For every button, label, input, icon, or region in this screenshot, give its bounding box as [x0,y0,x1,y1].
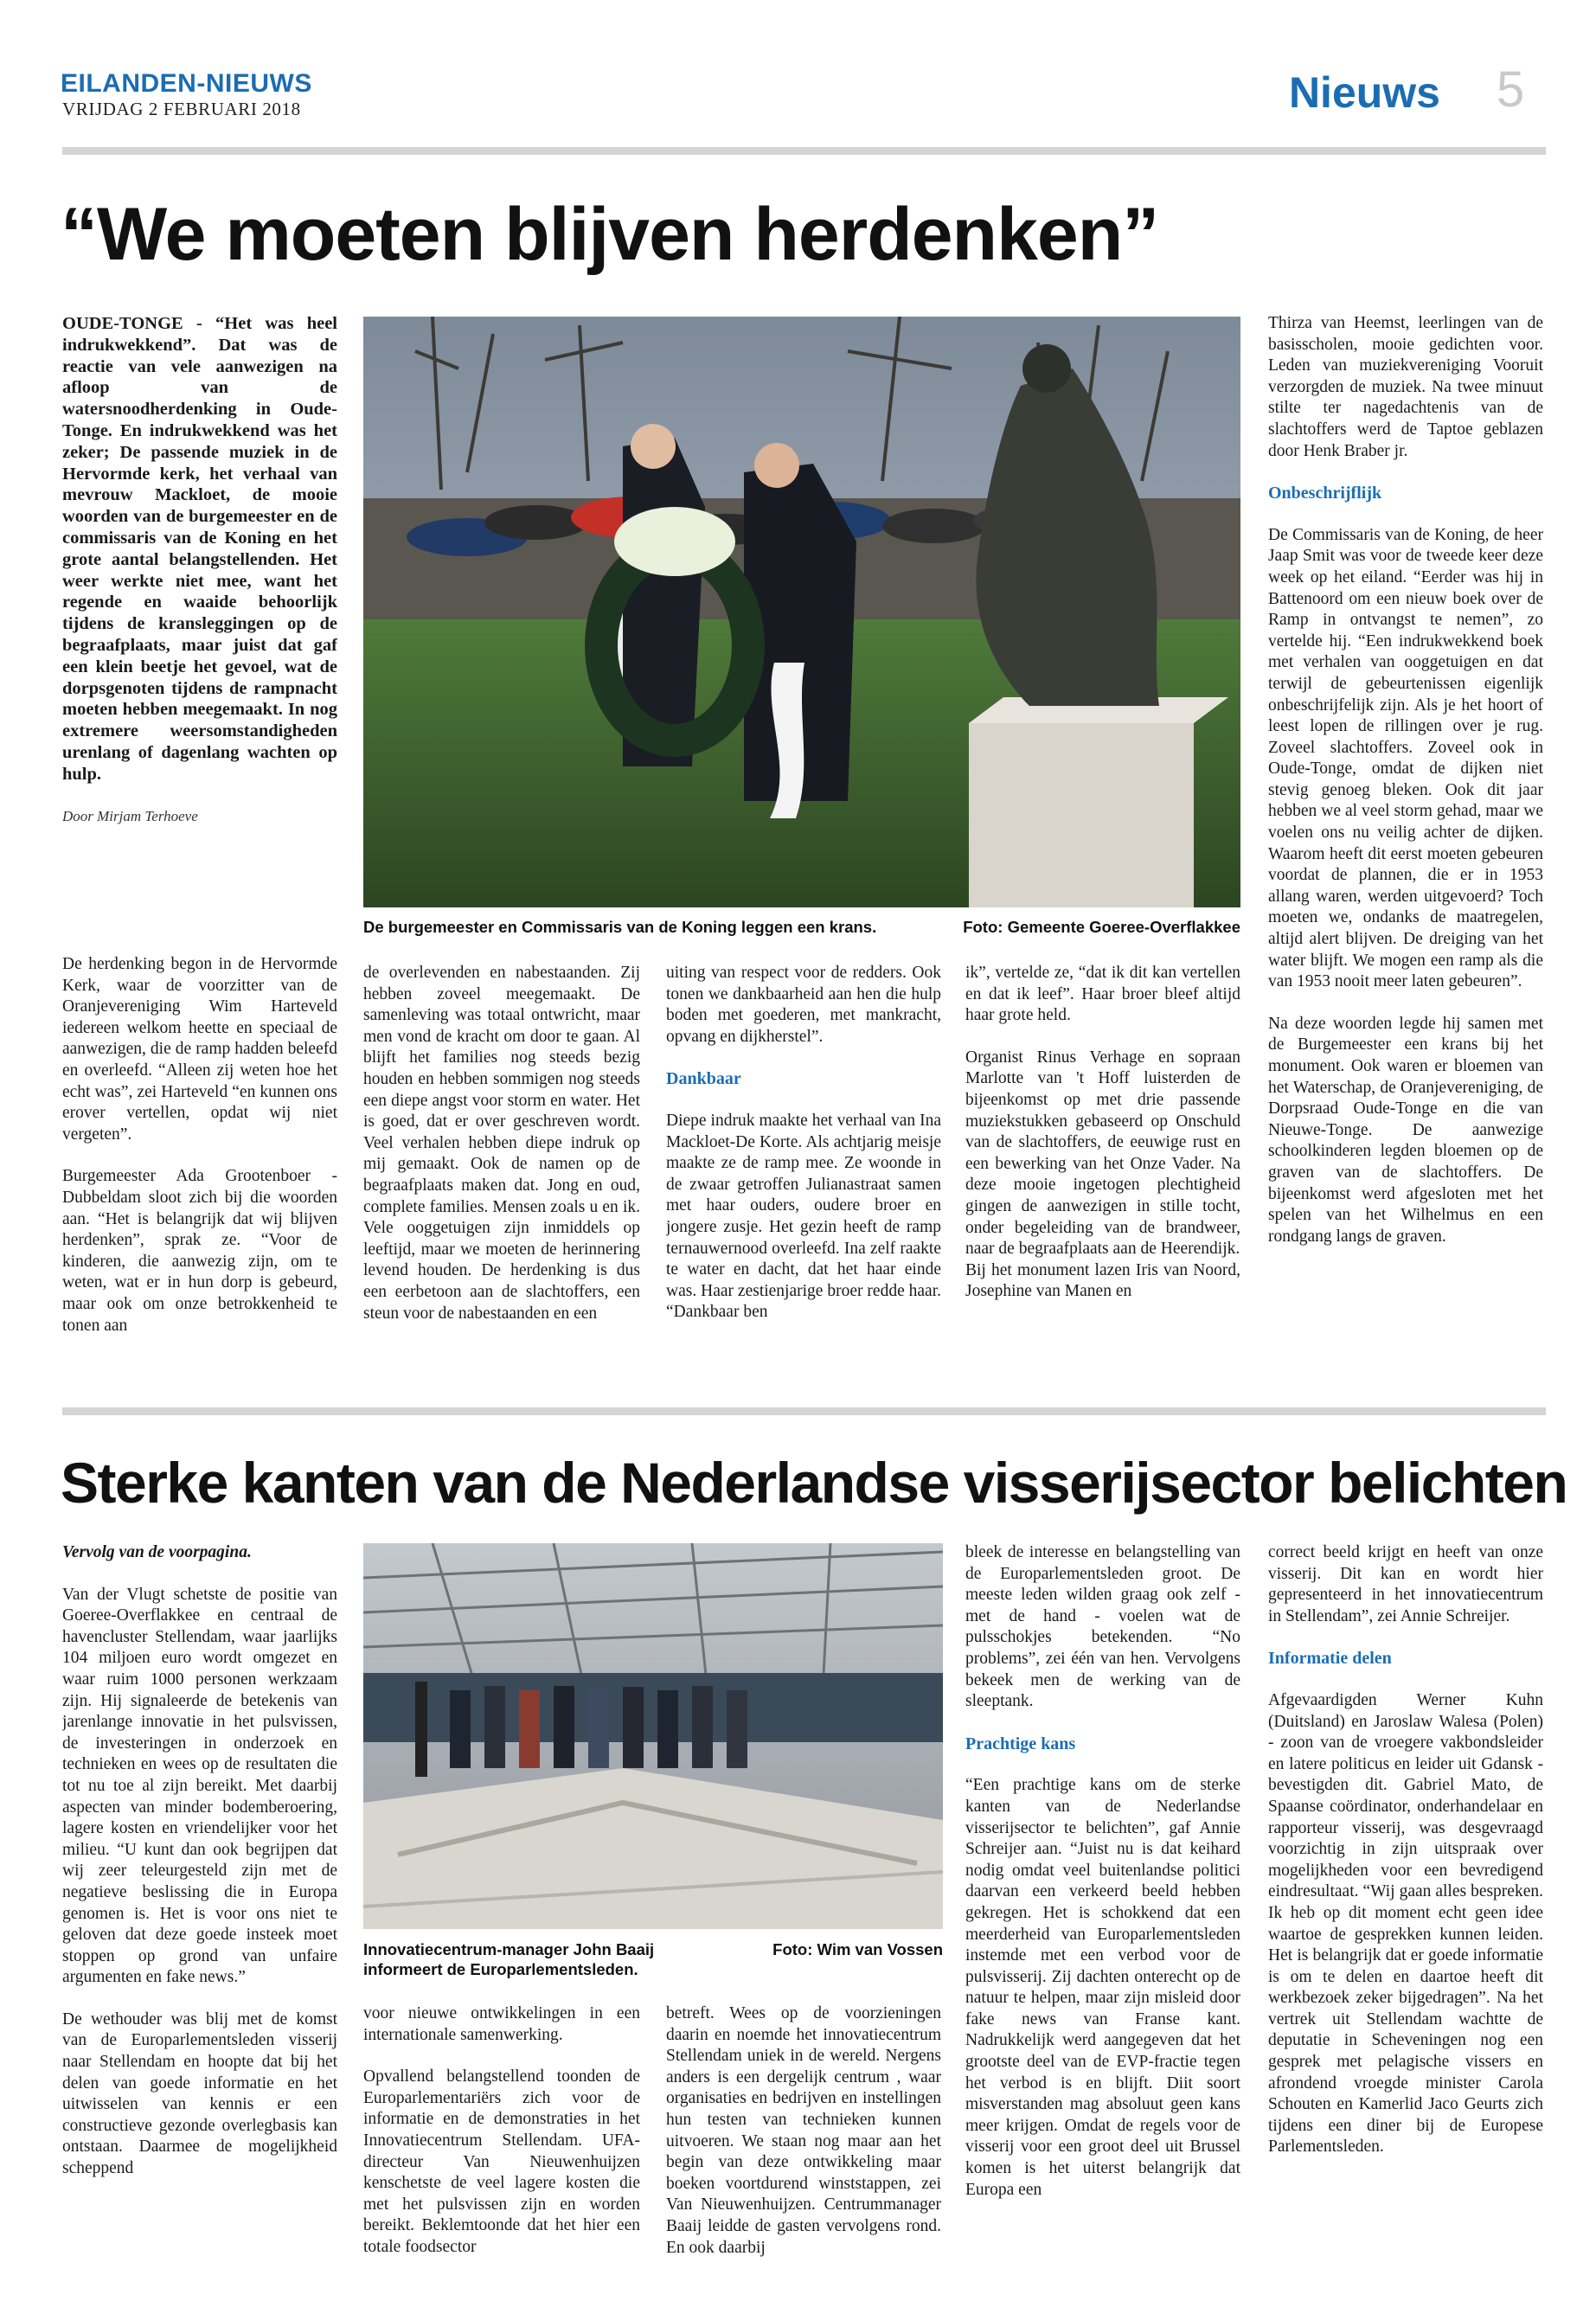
article1-byline: Door Mirjam Terhoeve [62,807,198,824]
section-label: Nieuws [1288,68,1440,117]
paragraph: Thirza van Heemst, leerlingen van de basisscholen, mooie gedichten voor. Leden van muziekvereniging Vooruit verzorgden de muziek. Na twee minuut stilte ter nagedachtenis van de slachtoffers werd de Taptoe geblazen door Henk Braber jr. [1268,314,1543,460]
article1-column-5 [1268,313,1543,1373]
article2-column-1 [62,1542,337,2278]
paragraph: Diepe indruk maakte het verhaal van Ina Mackloet-De Korte. Als achtjarig meisje maakte ze de ramp mee. Ze woonde in de zwaar getroffen Julianastraat samen met haar ouders, oudere broer en jongere zusje. Het gezin heeft de ramp ternauwernood overleefd. Ina zelf raakte te water en dacht, dat het haar einde was. Haar zestienjarige broer redde haar. “Dankbaar ben [666,1111,941,1322]
paragraph: uiting van respect voor de redders. Ook tonen we dankbaarheid aan hen die hulp boden met goederen, met mankracht, opvang en dijkherstel”. [666,964,941,1046]
subhead-prachtige-kans: Prachtige kans [965,1734,1076,1753]
paragraph: De wethouder was blij met de komst van de Europarlementsleden visserij naar Stellendam en hoopte dat bij het delen van goede informatie en het uitwisselen van kennis er een constructieve gezonde overlegbasis kan ontstaan. Daarmee de mogelijkheid scheppend [62,2009,337,2178]
article1-column-1 [62,954,337,1369]
page-number: 5 [1497,61,1525,118]
paragraph: ik”, vertelde ze, “dat ik dit kan vertellen en dat ik leef”. Haar broer bleef altijd haar grote held. [965,964,1240,1025]
article2-headline: Sterke kanten van de Nederlandse visserijsector belichten [61,1451,1567,1515]
paragraph: “Een prachtige kans om de sterke kanten van de Nederlandse visserijsector te belichten”, gaf Annie Schreijer aan. “Juist nu is dat keihard nodig omdat veel buitenlandse politici daarvan een verkeerd beeld hebben gekregen. Het is schokkend dat een meerderheid van Europarlementsleden instemde met een verbod voor de pulsvisserij. Zij dachten onterecht op de natuur te helpen, maar zijn misleid door fake news van Franse kant. Nadrukkelijk werd aangegeven dat het grootste deel van de EVP-fractie tegen het verbod is en blijft. Diit soort misverstanden mag absoluut geen kans meer krijgen. Omdat de regels voor de visserij voor een groot deel uit Brussel komen is het uiterst belangrijk dat Europa een [965,1776,1240,2199]
paragraph: betreft. Wees op de voorzieningen daarin en noemde het innovatiecentrum Stellendam uniek in de wereld. Nergens anders is een dergelijk centrum , waar organisaties en bedrijven en instellingen hun testen van technieken kunnen uitvoeren. We staan nog maar aan het begin van deze ontwikkeling maar boeken voortdurend winststappen, zei Van Nieuwenhuijzen. Centrummanager Baaij leidde de gasten vervolgens rond. En ook daarbij [666,2004,941,2257]
issue-date: VRIJDAG 2 FEBRUARI 2018 [62,99,301,119]
subhead-dankbaar: Dankbaar [666,1069,741,1089]
subhead-onbeschrijflijk: Onbeschrijflijk [1268,484,1382,503]
paragraph: de overlevenden en nabestaanden. Zij hebben zoveel meegemaakt. De samenleving was totaal ontwricht, maar men vond de kracht om door te gaan. Al blijft het families nog steeds bezig houden en hebben sommigen nog steeds een diepe angst voor storm en water. Het is goed, dat er over geschreven wordt. Veel verhalen hebben diepe indruk op mij gemaakt. Ook de namen op de begraafplaats maken dat. Jong en oud, complete families. Mensen zoals u en ik. Vele ooggetuigen zijn inmiddels op leeftijd, maar we moeten de herinnering levend houden. De herdenking is dus een eerbetoon aan de slachtoffers, een steun voor de nabestaanden en een [363,964,640,1323]
article2-photo-credit: Foto: Wim van Vossen [772,1940,943,1958]
article2-photo [363,1543,943,1929]
article2-column-4 [965,1542,1240,2278]
article1-photo-caption: De burgemeester en Commissaris van de Koning leggen een krans. [363,918,877,936]
paragraph: De herdenking begon in de Hervormde Kerk, waar de voorzitter van de Oranjevereniging Wim Harteveld iedereen welkom heette en speciaal de aanwezigen, die de ramp hadden beleefd en overleefd. “Alleen zij weten hoe het echt was”, zei Harteveld “en kunnen ons erover vertellen, opdat wij niet vergeten”. [62,955,337,1144]
paragraph: Na deze woorden legde hij samen met de Burgemeester een krans bij het monument. Ook waren er bloemen van het Waterschap, de Oranjevereniging, de Dorpsraad Oude-Tonge en die van Nieuwe-Tonge. De aanwezige schoolkinderen legden bloemen op de graven van de slachtoffers. De bijeenkomst werd afgesloten met het spelen van het Wilhelmus en een rondgang langs de graven. [1268,1014,1543,1246]
paragraph: voor nieuwe ontwikkelingen in een internationale samenwerking. [363,2004,640,2044]
paragraph: Bij het monument lazen Iris van Noord, Josephine van Manen en [965,1260,1240,1301]
article1-photo-credit: Foto: Gemeente Goeree-Overflakkee [963,918,1240,936]
header-rule [62,147,1546,155]
paragraph: De Commissaris van de Koning, de heer Jaap Smit was voor de tweede keer deze week op het eiland. “Eerder was hij in Battenoord om een nieuw boek over de Ramp in ontvangst te nemen”, zo vertelde hij. “Een indrukwekkend boek met verhalen van ooggetuigen en dat terwijl de gebeurtenissen eigenlijk onbeschrijfelijk zijn. Als je het hoort of leest lopen de rillingen over je rug. Zoveel slachtoffers. Zoveel ook in Oude-Tonge, omdat de dijken niet stevig genoeg bleken. Ook dit jaar hebben we al veel storm gehad, maar we voelen ons nu veilig achter de dijken. Waarom heeft dit eerst moeten gebeuren voordat de plannen, die er in 1953 allang waren, werden uitgevoerd? Toch moeten we, ondanks de maatregelen, altijd alert blijven. De dreiging van het water blijft. We mogen een ramp als die van 1953 nooit meer laten gebeuren”. [1268,525,1543,991]
article1-column-2 [363,963,640,1369]
article1-lead-column [62,313,337,848]
article2-photo-caption: Innovatiecentrum-manager John Baaij informeert de Europarlementsleden. [363,1940,655,1978]
article1-column-4 [965,963,1240,1369]
paragraph: Van der Vlugt schetste de positie van Goeree-Overflakkee en centraal de havencluster Stellendam, waar jaarlijks 104 miljoen euro wordt omgezet en waar ruim 1000 personen werkzaam zijn. Hij signaleerde de betekenis van jarenlange innovatie in het pulsvissen, de investeringen in onderzoek en technieken en wees op de resultaten die tot nu toe al zijn bereikt. Met daarbij aspecten van minder bodemberoering, lagere kosten en vriendelijker voor het milieu. “U kunt dan ook begrijpen dat wij zeer teleurgesteld zijn met de negatieve beslissing die in Europa genomen is. Het is voor ons niet te geloven dat deze goede insteek moet stoppen op grond van unfaire argumenten en fake news.” [62,1585,337,1987]
article2-column-2 [363,2003,640,2280]
article1-lead: OUDE-TONGE - “Het was heel indrukwekkend”. Dat was de reactie van vele aanwezigen na afloop van de watersnoodherdenking in Oude-Tonge. En indrukwekkend was het zeker; De passende muziek in de Hervormde kerk, het verhaal van mevrouw Mackloet, de mooie woorden van de burgemeester en de commissaris van de Koning en het grote aantal belangstellenden. Het weer werkte niet mee, want het regende en waaide behoorlijk tijdens de kransleggingen op de begraafplaats, maar juist dat gaf een klein beetje het gevoel, wat de dorpsgenoten tijdens de rampnacht moeten hebben meegemaakt. In nog extremere weersomstandigheden urenlang of dagenlang wachten op hulp. [62,314,337,784]
paragraph: correct beeld krijgt en heeft van onze visserij. Dit kan en wordt hier gepresenteerd in het innovatiecentrum in Stellendam”, zei Annie Schreijer. [1268,1543,1543,1625]
article1-column-3 [666,963,941,1369]
article1-photo [363,317,1240,907]
article2-column-3 [666,2003,941,2280]
article2-column-5 [1268,1542,1543,2278]
paragraph: Organist Rinus Verhage en sopraan Marlotte van 't Hoff luisterden de bijeenkomst op met drie passende muziekstukken gebaseerd op Onschuld van de slachtoffers, de eeuwige rust en een bewerking van het Onze Vader. Na deze mooie ingetogen plechtigheid gingen de aanwezigen in stille tocht, onder begeleiding van de brandweer, naar de begraafplaats aan de Heerendijk. [965,1048,1240,1259]
paragraph: Afgevaardigden Werner Kuhn (Duitsland) en Jaroslaw Walesa (Polen) - zoon van de vroegere vakbondsleider en latere politicus en leider uit Gdansk - bevestigden dit. Gabriel Mato, de Spaanse coördinator, onderhandelaar en rapporteur visserij, was desgevraagd voorzichtig in zijn uitspraak over mogelijkheden voor een bevredigend eindresultaat. “Wij gaan alles bespreken. Ik heb op dit moment echt geen idee waartoe de gesprekken kunnen leiden. Het is belangrijk dat er goede informatie is om te delen en daartoe heeft dit werkbezoek zeker bijgedragen”. Na het vertrek uit Stellendam wachtte de deputatie in Scheveningen nog een gesprek met pelagische vissers en afrondend vroegde minister Carola Schouten en Kamerlid Jaco Geurts zich tijdens een diner bij de Europese Parlementsleden. [1268,1690,1543,2157]
article-divider [62,1407,1546,1415]
article1-headline: “We moeten blijven herdenken” [61,193,1159,276]
subhead-informatie-delen: Informatie delen [1268,1649,1392,1669]
paragraph: bleek de interesse en belangstelling van de Europarlementsleden groot. De meeste leden wilden graag ook zelf - met de hand - voelen wat de pulsschokjes betekenden. “No problems”, zei één van hen. Vervolgens bekeek men de werking van de sleeptank. [965,1543,1240,1711]
paragraph: Burgemeester Ada Grootenboer - Dubbeldam sloot zich bij die woorden aan. “Het is belangrijk dat wij blijven herdenken”, sprak ze. “Voor de kinderen, die aanwezig zijn, om te weten, wat er in hun dorp is gebeurd, maar ook om onze betrokkenheid te tonen aan [62,1167,337,1335]
paragraph: Opvallend belangstellend toonden de Europarlementariërs zich voor de informatie en de demonstraties in het Innovatiecentrum Stellendam. UFA-directeur Van Nieuwenhuijzen kenschetste de veel lagere kosten die met het pulsvissen zijn en worden bereikt. Beklemtoonde dat het hier een totale foodsector [363,2067,640,2256]
masthead-logo: EILANDEN-NIEUWS [61,69,312,98]
continued-note: Vervolg van de voorpagina. [62,1543,252,1561]
